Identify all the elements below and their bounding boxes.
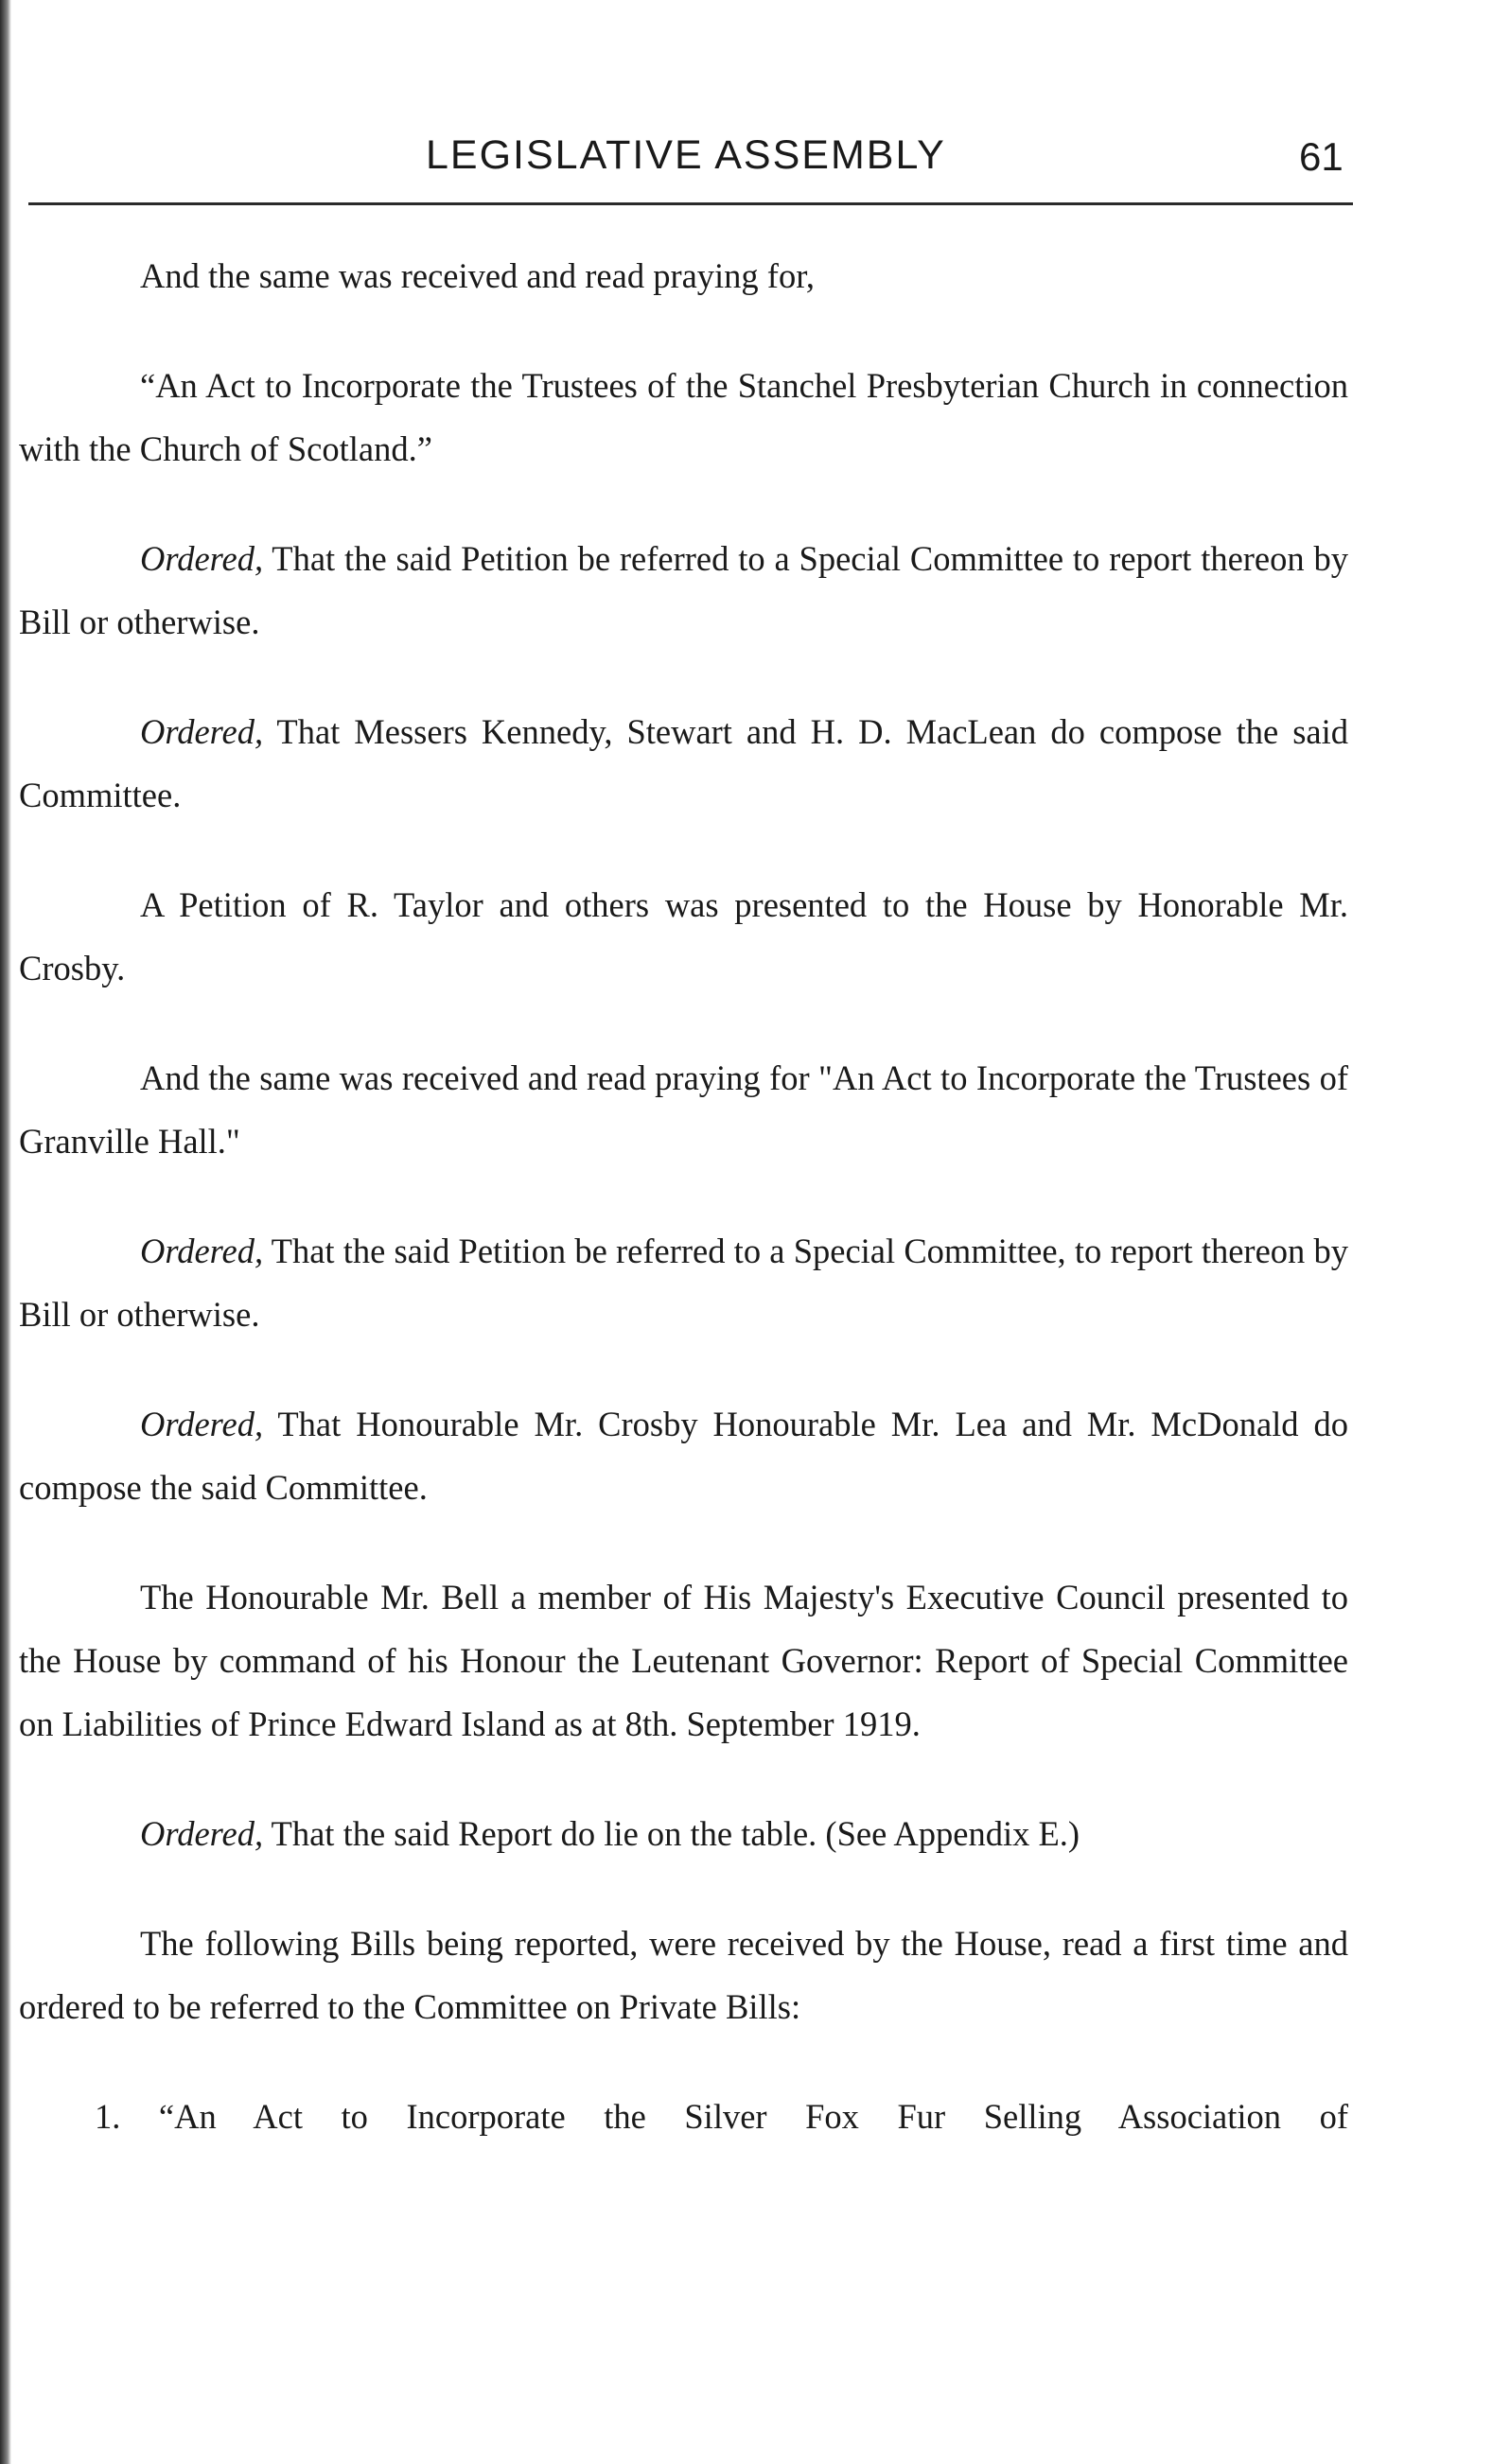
paragraph: Ordered, That Messers Kennedy, Stewart and H. D. MacLean do compose the said Committee.	[19, 712, 1348, 814]
page-body	[19, 244, 1348, 2194]
paragraph: Ordered, That the said Petition be referred to a Special Committee to report thereon by Bill or otherwise.	[19, 539, 1348, 641]
ordered-label: Ordered,	[140, 1232, 264, 1270]
list-item: 1. “An Act to Incorporate the Silver Fox Fur Selling Association of	[95, 2097, 1348, 2136]
running-title: LEGISLATIVE ASSEMBLY	[426, 132, 946, 178]
ordered-label: Ordered,	[140, 1814, 264, 1853]
paragraph: Ordered, That the said Report do lie on the table. (See Appendix E.)	[140, 1814, 1080, 1853]
ordered-label: Ordered,	[140, 1405, 264, 1443]
list-item-number: 1.	[95, 2097, 121, 2136]
paragraph: A Petition of R. Taylor and others was presented to the House by Honorable Mr. Crosby.	[19, 885, 1348, 987]
paragraph: Ordered, That the said Petition be referred to a Special Committee, to report thereon by Bill or otherwise.	[19, 1232, 1348, 1334]
paragraph: Ordered, That Honourable Mr. Crosby Honourable Mr. Lea and Mr. McDonald do compose the said Committee.	[19, 1405, 1348, 1507]
header-rule	[28, 202, 1353, 205]
ordered-label: Ordered,	[140, 539, 264, 578]
paragraph: And the same was received and read praying for,	[140, 256, 816, 295]
ordered-label: Ordered,	[140, 712, 264, 751]
page-binding-edge	[0, 0, 11, 2464]
paragraph: The Honourable Mr. Bell a member of His Majesty's Executive Council presented to the House by command of his Honour the Leutenant Governor: Report of Special Committee on Liabilities of Prince Edward Island as at 8th. September 1919.	[19, 1578, 1348, 1743]
paragraph: The following Bills being reported, were received by the House, read a first time and ordered to be referred to the Committee on Private Bills:	[19, 1924, 1348, 2026]
page-number: 61	[1299, 134, 1344, 179]
page-header	[28, 123, 1353, 208]
paragraph: “An Act to Incorporate the Trustees of the Stanchel Presbyterian Church in connection with the Church of Scotland.”	[19, 366, 1348, 468]
paragraph: And the same was received and read praying for "An Act to Incorporate the Trustees of Granville Hall."	[19, 1058, 1348, 1161]
